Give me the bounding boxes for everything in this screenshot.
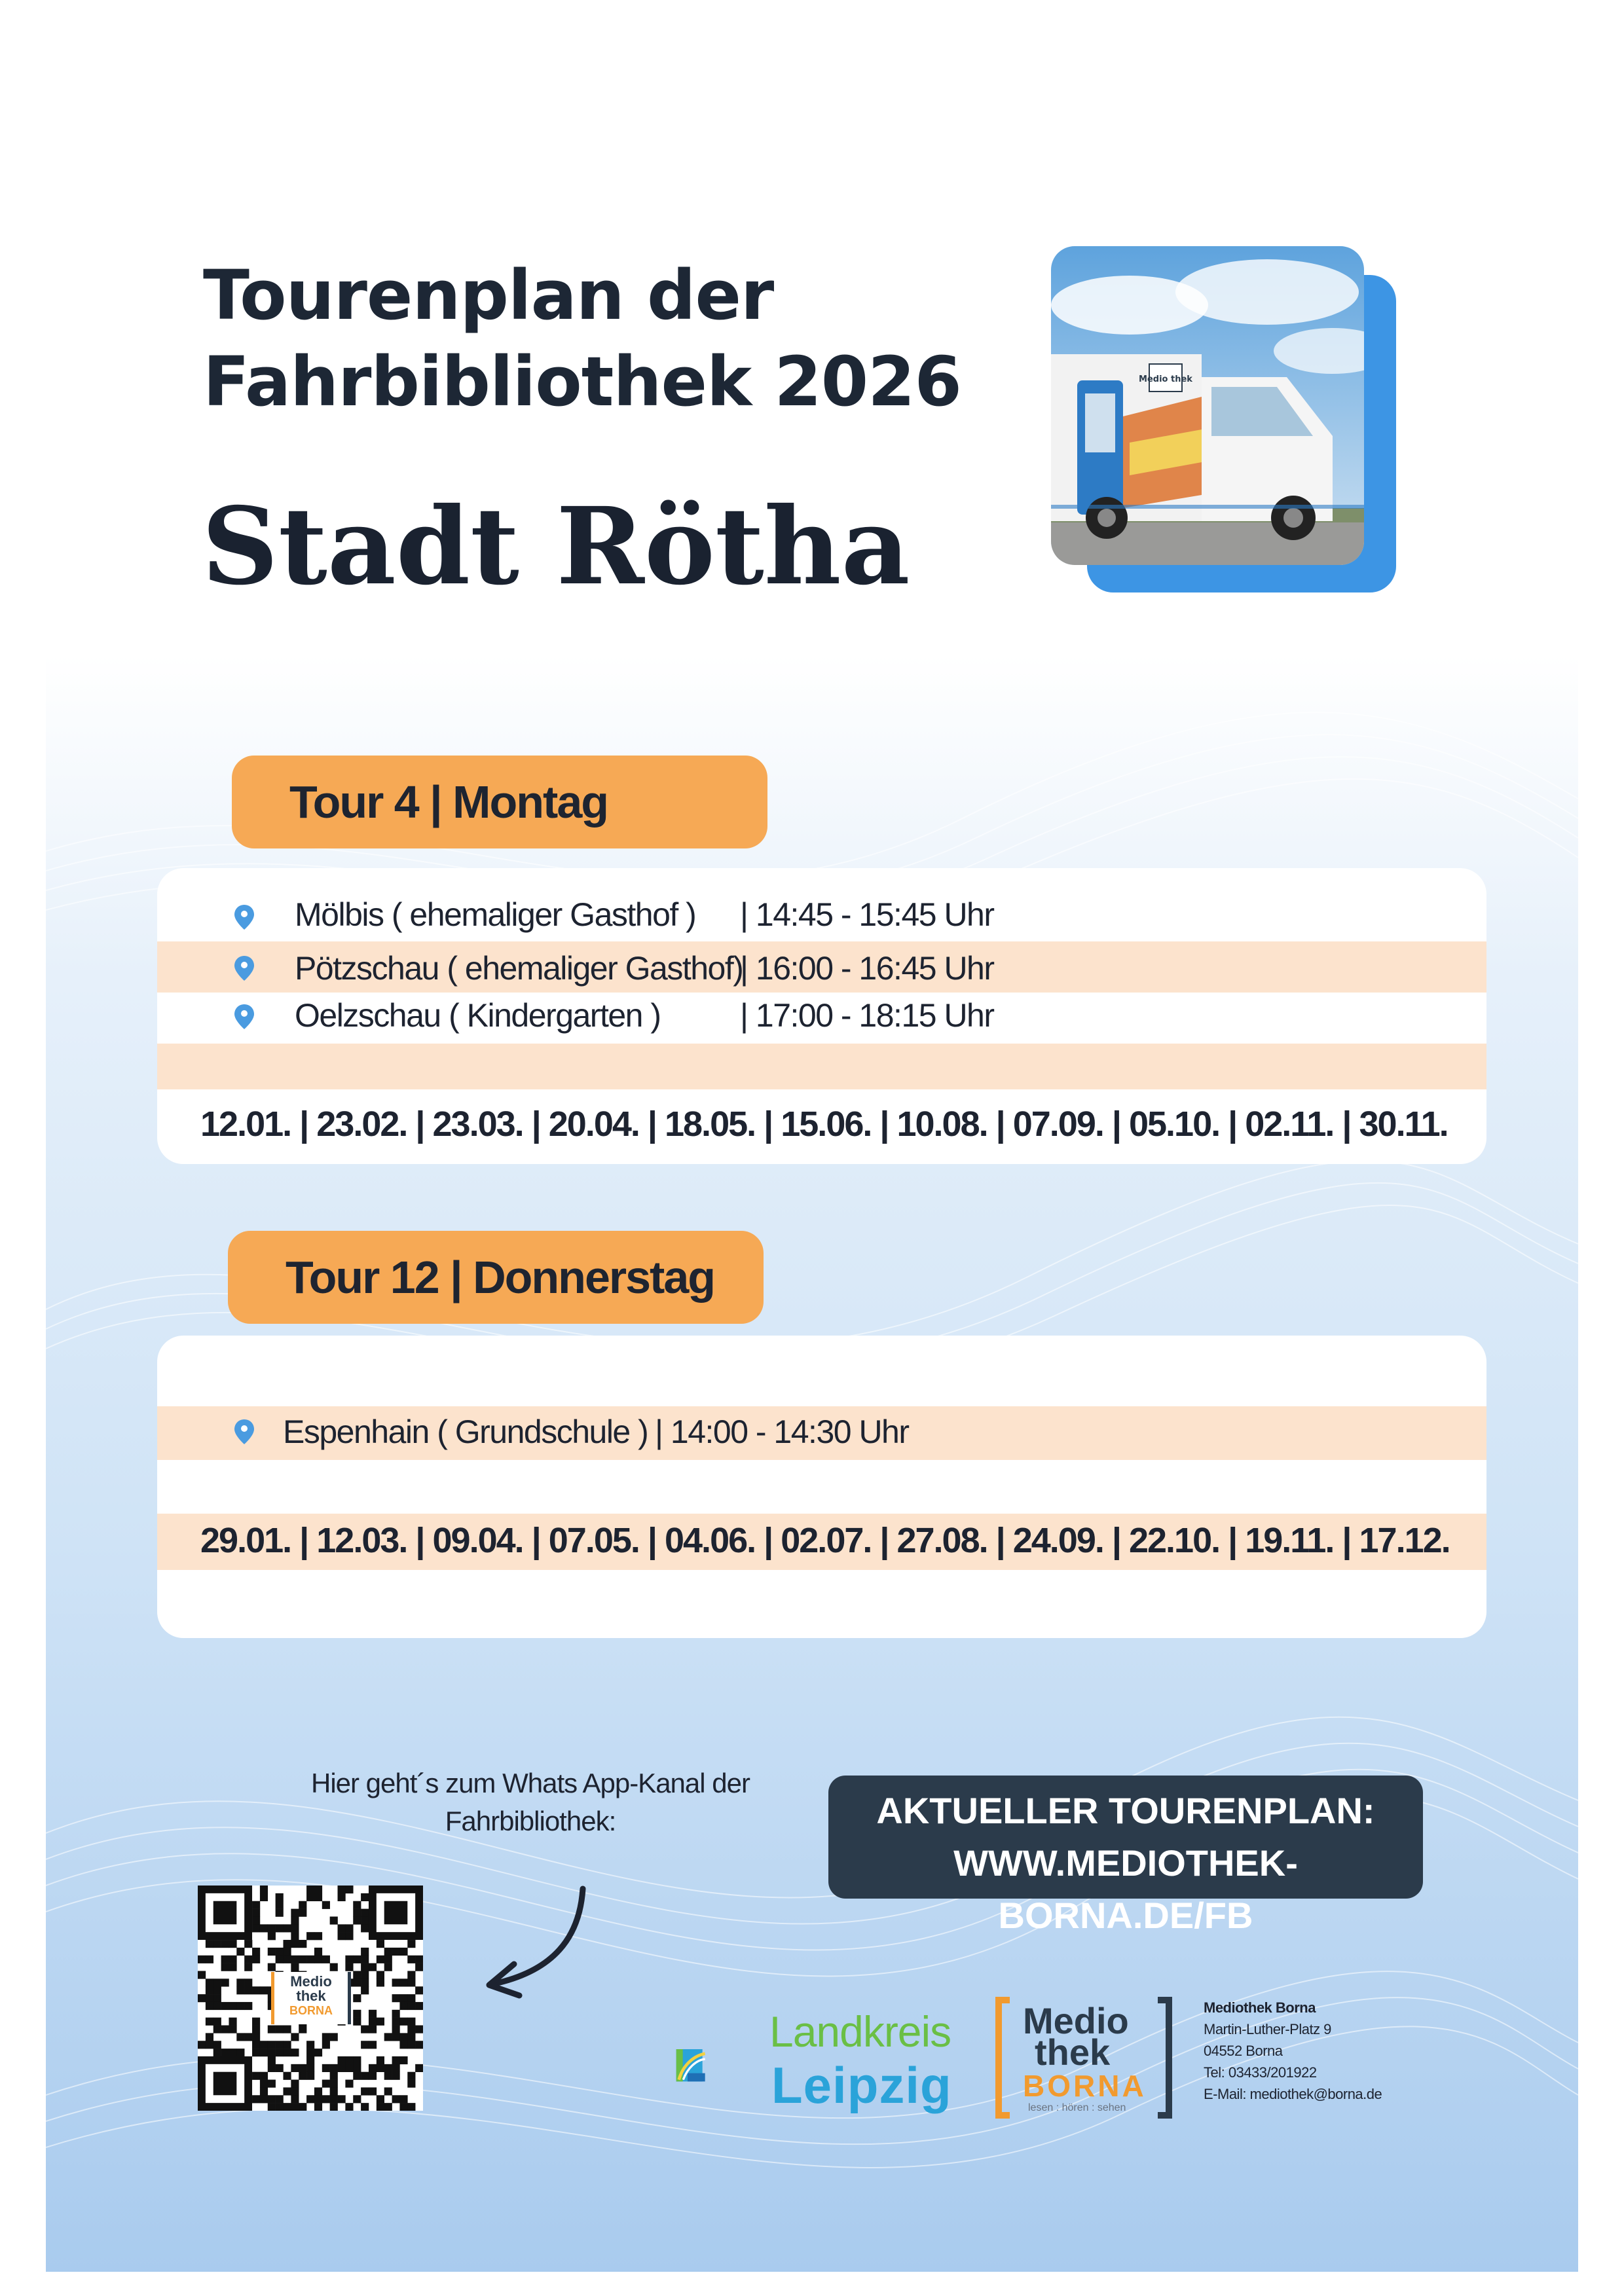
tour-4-header: Tour 4 | Montag [232,756,767,848]
address-city: 04552 Borna [1204,2043,1283,2059]
landkreis-text: Landkreis [769,2007,951,2056]
stop-name: Espenhain ( Grundschule ) [283,1413,648,1450]
stop-time: | 14:00 - 14:30 Uhr [655,1413,909,1450]
stop-name: Oelzschau ( Kindergarten ) [295,997,661,1034]
stop-name: Mölbis ( ehemaliger Gasthof ) [295,896,696,933]
qr-center-logo [271,1972,351,2024]
logo-bracket-left [995,1997,1010,2119]
row-highlight [157,1044,1486,1089]
logo-bracket-right [1158,1997,1172,2119]
banner-line-1: AKTUELLER TOURENPLAN: [876,1790,1375,1831]
address-name: Mediothek Borna [1204,1999,1316,2016]
van-label-text: Medio thek [1139,374,1192,384]
logo-text-medio: Medio [1023,2000,1129,2041]
tour-12-card [157,1336,1486,1638]
logo-text-borna: BORNA [1023,2069,1147,2103]
tour-dates: 29.01. | 12.03. | 09.04. | 07.05. | 04.06. | 02.07. | 27.08. | 24.09. | 22.10. | 19.11. | 17.12. [200,1521,1450,1560]
mediothek-borna-logo [995,1997,1172,2119]
title-line-2: Fahrbibliothek 2026 [203,342,961,422]
logo-tagline: lesen : hören : sehen [1028,2102,1126,2113]
whatsapp-hint [275,1764,786,1840]
address-email[interactable]: E-Mail: mediothek@borna.de [1204,2086,1382,2102]
location-pin-icon [234,956,254,981]
stop-item [295,996,994,1034]
address-phone: Tel: 03433/201922 [1204,2064,1317,2081]
stop-time: | 17:00 - 18:15 Uhr [740,997,994,1034]
stop-item [295,896,994,934]
page-subtitle: Stadt Rötha [202,484,910,609]
library-van-photo [1051,246,1364,565]
tour-dates: 12.01. | 23.02. | 23.03. | 20.04. | 18.05. | 15.06. | 10.08. | 07.09. | 05.10. | 02.11. | 30.11. [200,1104,1448,1144]
banner-line-2: WWW.MEDIOTHEK-BORNA.DE/FB [953,1842,1298,1936]
tour-plan-banner [828,1776,1423,1936]
whatsapp-hint-line-1: Hier geht´s zum Whats App-Kanal der [311,1768,750,1798]
location-pin-icon [234,1419,254,1444]
stop-time: | 16:00 - 16:45 Uhr [740,950,994,987]
page-title [203,252,961,425]
stop-time: | 14:45 - 15:45 Uhr [740,896,994,933]
logo-text-thek: thek [1035,2032,1111,2073]
location-pin-icon [234,905,254,930]
qr-logo-line-1: Medio [290,1973,332,1990]
tour-4-card [157,868,1486,1164]
qr-logo-line-3: BORNA [289,2004,333,2017]
stop-item [283,1413,909,1451]
stop-item [295,949,994,987]
tour-12-header: Tour 12 | Donnerstag [228,1231,764,1324]
landkreis-leipzig-logo [674,2010,766,2121]
qr-logo-line-2: thek [296,1988,326,2004]
location-pin-icon [234,1004,254,1029]
arrow-icon [475,1886,593,2003]
contact-address [1204,1997,1382,2105]
title-line-1: Tourenplan der [203,255,774,335]
whatsapp-qr-code[interactable] [198,1886,423,2111]
stop-name: Pötzschau ( ehemaliger Gasthof) [295,950,743,987]
leipzig-text: Leipzig [771,2056,952,2114]
address-street: Martin-Luther-Platz 9 [1204,2021,1331,2037]
whatsapp-hint-line-2: Fahrbibliothek: [445,1806,616,1836]
